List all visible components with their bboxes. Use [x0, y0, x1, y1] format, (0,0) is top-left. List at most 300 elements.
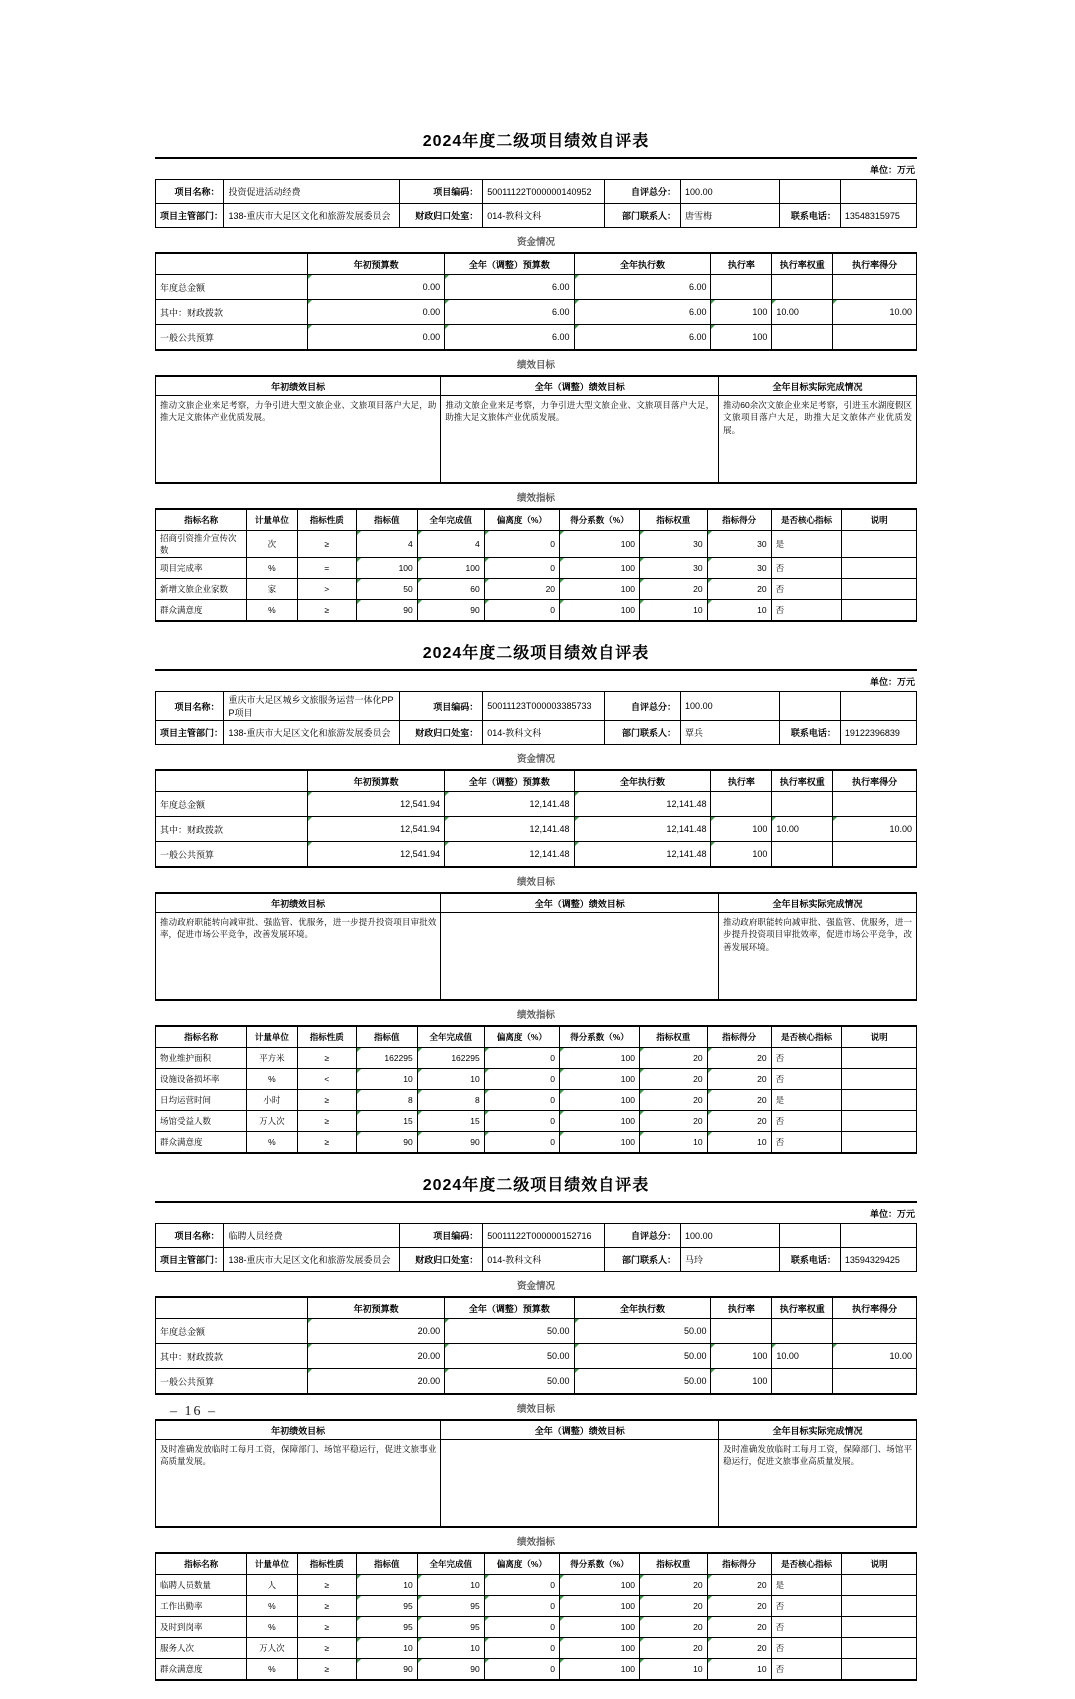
indicator-cell: 0 [484, 1132, 559, 1154]
indicator-cell: 0 [484, 1575, 559, 1596]
info-label: 项目名称： [156, 180, 224, 204]
indicator-header-cell: 指标值 [356, 509, 417, 531]
funding-cell: 6.00 [445, 275, 574, 300]
goal-cell: 推动文旅企业来足考察，力争引进大型文旅企业、文旅项目落户大足，助推大足文旅体产业优质发展。 [156, 396, 441, 484]
indicator-name: 设施设备损坏率 [156, 1069, 247, 1090]
funding-cell: 50.00 [574, 1344, 711, 1369]
info-value: 13594329425 [840, 1248, 916, 1272]
indicator-cell [842, 1090, 917, 1111]
goals-content-row [156, 913, 917, 1001]
funding-cell: 6.00 [445, 300, 574, 325]
goals-content-row [156, 396, 917, 484]
indicators-table [155, 1025, 917, 1154]
funding-header-cell: 执行率 [711, 770, 772, 792]
indicator-cell: 10 [707, 1659, 771, 1681]
section-goals-title: 绩效目标 [516, 877, 555, 888]
indicator-cell: 100 [560, 1111, 640, 1132]
info-value [840, 1224, 916, 1248]
funding-table [155, 252, 917, 351]
funding-header-cell: 执行率得分 [833, 770, 917, 792]
indicator-header-cell: 指标值 [356, 1553, 417, 1575]
indicator-row [156, 600, 917, 622]
goal-cell: 推动60余次文旅企业来足考察，引进玉水湖度假区文旅项目落户大足，助推大足文旅体产业优质发展。 [719, 396, 917, 484]
info-label: 财政归口处室： [399, 204, 483, 228]
funding-header-cell: 执行率权重 [772, 770, 833, 792]
funding-cell [772, 792, 833, 817]
indicator-cell: 是 [771, 1575, 842, 1596]
indicator-cell: ≥ [297, 1090, 356, 1111]
indicator-cell [842, 1659, 917, 1681]
indicator-cell: 100 [560, 531, 640, 558]
info-value: 投资促进活动经费 [224, 180, 399, 204]
goals-header-cell: 年初绩效目标 [156, 893, 441, 913]
info-label: 自评总分： [604, 180, 680, 204]
indicator-name: 群众满意度 [156, 1132, 247, 1154]
report-table-2 [155, 640, 917, 1154]
indicator-cell: > [297, 579, 356, 600]
info-value: 覃兵 [681, 721, 780, 745]
funding-table [155, 769, 917, 868]
section-funding-title: 资金情况 [516, 1281, 555, 1292]
info-value: 138-重庆市大足区文化和旅游发展委员会 [224, 721, 399, 745]
indicator-cell: 10 [707, 1132, 771, 1154]
info-value: 唐雪梅 [681, 204, 780, 228]
funding-cell: 12,141.48 [445, 817, 574, 842]
indicator-cell [842, 558, 917, 579]
indicator-cell: % [247, 1617, 297, 1638]
indicator-name: 日均运营时间 [156, 1090, 247, 1111]
indicator-name: 群众满意度 [156, 1659, 247, 1681]
indicator-cell: 万人次 [247, 1111, 297, 1132]
indicator-cell: 10 [639, 600, 707, 622]
funding-cell: 0.00 [308, 275, 445, 300]
indicator-cell: 4 [356, 531, 417, 558]
indicator-cell: 10 [707, 600, 771, 622]
goals-content-row [156, 1440, 917, 1528]
indicators-table [155, 508, 917, 622]
funding-cell: 12,541.94 [308, 792, 445, 817]
goal-cell: 及时准确发放临时工每月工资，保障部门、场馆平稳运行，促进文旅事业高质量发展。 [719, 1440, 917, 1528]
indicator-cell: 100 [560, 1069, 640, 1090]
info-label: 项目编码： [399, 692, 483, 721]
indicator-cell [842, 579, 917, 600]
indicator-cell: 20 [707, 579, 771, 600]
indicator-cell: 20 [707, 1069, 771, 1090]
indicator-header-cell: 说明 [842, 1553, 917, 1575]
funding-cell [833, 842, 917, 868]
indicator-cell: % [247, 1069, 297, 1090]
indicator-cell: 否 [771, 1596, 842, 1617]
indicator-cell: 100 [560, 579, 640, 600]
funding-row-label: 其中：财政拨款 [156, 300, 308, 325]
funding-row-label: 其中：财政拨款 [156, 817, 308, 842]
indicator-cell: 平方米 [247, 1048, 297, 1069]
indicator-row [156, 1132, 917, 1154]
indicator-cell: 95 [417, 1617, 484, 1638]
indicator-cell: 否 [771, 600, 842, 622]
funding-row-label: 一般公共预算 [156, 1369, 308, 1395]
info-value [779, 692, 840, 721]
section-goals-title: 绩效目标 [516, 1404, 555, 1415]
goals-table [155, 1419, 917, 1528]
indicator-row [156, 1638, 917, 1659]
funding-header-row [156, 770, 917, 792]
funding-cell: 100 [711, 325, 772, 351]
funding-row-label: 年度总金额 [156, 792, 308, 817]
indicator-cell [842, 600, 917, 622]
indicator-cell: 0 [484, 600, 559, 622]
funding-row [156, 300, 917, 325]
document-body [155, 128, 917, 1699]
indicator-cell [842, 1111, 917, 1132]
funding-row-label: 一般公共预算 [156, 325, 308, 351]
funding-header-cell: 执行率权重 [772, 1297, 833, 1319]
funding-cell [711, 792, 772, 817]
info-row [156, 692, 917, 721]
indicator-header-cell: 说明 [842, 509, 917, 531]
indicator-header-cell: 指标性质 [297, 509, 356, 531]
indicator-cell: ≥ [297, 1596, 356, 1617]
funding-cell: 50.00 [574, 1369, 711, 1395]
indicators-table [155, 1552, 917, 1681]
indicator-cell: ≥ [297, 1048, 356, 1069]
indicator-cell: 100 [560, 1638, 640, 1659]
indicator-cell: % [247, 1596, 297, 1617]
goals-header-row [156, 893, 917, 913]
indicator-cell: 20 [639, 1617, 707, 1638]
indicator-cell: 万人次 [247, 1638, 297, 1659]
indicator-cell: 否 [771, 1617, 842, 1638]
indicator-row [156, 1090, 917, 1111]
indicator-cell: < [297, 1069, 356, 1090]
indicator-cell: 100 [560, 1617, 640, 1638]
funding-cell: 12,141.48 [574, 792, 711, 817]
indicator-cell: 95 [417, 1596, 484, 1617]
indicator-header-cell: 指标性质 [297, 1026, 356, 1048]
goal-cell: 及时准确发放临时工每月工资，保障部门、场馆平稳运行，促进文旅事业高质量发展。 [156, 1440, 441, 1528]
indicator-cell [842, 531, 917, 558]
goals-table [155, 375, 917, 484]
goals-header-cell: 全年目标实际完成情况 [719, 376, 917, 396]
funding-cell: 50.00 [445, 1369, 574, 1395]
indicator-cell: 4 [417, 531, 484, 558]
indicator-row [156, 1575, 917, 1596]
indicator-cell: 20 [639, 1111, 707, 1132]
indicator-cell: 否 [771, 1659, 842, 1681]
funding-cell [833, 1319, 917, 1344]
indicator-name: 项目完成率 [156, 558, 247, 579]
goal-cell: 推动文旅企业来足考察，力争引进大型文旅企业、文旅项目落户大足，助推大足文旅体产业优质发展。 [441, 396, 719, 484]
indicator-cell: 15 [417, 1111, 484, 1132]
indicator-cell: 是 [771, 531, 842, 558]
tables-root [155, 128, 917, 1681]
report-title: 2024年度二级项目绩效自评表 [422, 1177, 650, 1194]
funding-header-row [156, 253, 917, 275]
indicator-header-cell: 指标权重 [639, 1553, 707, 1575]
goals-header-cell: 全年目标实际完成情况 [719, 893, 917, 913]
info-label: 自评总分： [604, 1224, 680, 1248]
indicator-header-cell: 指标得分 [707, 509, 771, 531]
section-funding-title: 资金情况 [516, 237, 555, 248]
funding-row-label: 其中：财政拨款 [156, 1344, 308, 1369]
funding-row [156, 275, 917, 300]
funding-cell: 6.00 [574, 275, 711, 300]
indicator-cell: 20 [639, 1048, 707, 1069]
indicator-cell: 0 [484, 1638, 559, 1659]
funding-header-cell: 执行率 [711, 253, 772, 275]
report-title: 2024年度二级项目绩效自评表 [422, 645, 650, 662]
indicator-cell: 100 [417, 558, 484, 579]
indicator-cell [842, 1596, 917, 1617]
indicator-header-cell: 指标性质 [297, 1553, 356, 1575]
indicator-cell: 人 [247, 1575, 297, 1596]
info-value: 100.00 [681, 180, 780, 204]
indicator-cell [842, 1617, 917, 1638]
funding-cell: 12,141.48 [574, 817, 711, 842]
funding-cell: 6.00 [574, 325, 711, 351]
indicator-header-cell: 是否核心指标 [771, 1026, 842, 1048]
indicator-name: 物业维护面积 [156, 1048, 247, 1069]
indicator-header-cell: 指标名称 [156, 509, 247, 531]
indicator-cell: 20 [707, 1090, 771, 1111]
indicator-cell [842, 1575, 917, 1596]
section-indicators-title: 绩效指标 [516, 493, 555, 504]
page-number: – 16 – [170, 1404, 217, 1419]
info-value: 50011123T000003385733 [483, 692, 605, 721]
indicator-cell: = [297, 558, 356, 579]
indicator-cell: 家 [247, 579, 297, 600]
indicator-header-cell: 指标权重 [639, 509, 707, 531]
indicator-cell: ≥ [297, 1638, 356, 1659]
indicator-header-cell: 指标得分 [707, 1026, 771, 1048]
funding-cell: 10.00 [772, 817, 833, 842]
indicator-cell: 90 [417, 600, 484, 622]
indicators-header-row [156, 1553, 917, 1575]
funding-cell: 12,141.48 [445, 792, 574, 817]
funding-cell: 10.00 [833, 1344, 917, 1369]
indicator-header-cell: 指标名称 [156, 1553, 247, 1575]
project-info-table [155, 691, 917, 745]
indicator-cell: 10 [417, 1069, 484, 1090]
unit-label: 单位：万元 [155, 157, 917, 179]
report-title: 2024年度二级项目绩效自评表 [422, 133, 650, 150]
funding-row [156, 325, 917, 351]
indicator-header-cell: 得分系数（%） [560, 1553, 640, 1575]
info-value: 马玲 [681, 1248, 780, 1272]
info-value: 50011122T000000152716 [483, 1224, 605, 1248]
indicator-cell: 100 [560, 1132, 640, 1154]
indicator-row [156, 558, 917, 579]
funding-header-cell: 执行率权重 [772, 253, 833, 275]
info-value: 13548315975 [840, 204, 916, 228]
funding-row [156, 817, 917, 842]
info-row [156, 1248, 917, 1272]
indicator-header-cell: 指标权重 [639, 1026, 707, 1048]
goals-header-cell: 全年（调整）绩效目标 [441, 893, 719, 913]
indicator-header-cell: 得分系数（%） [560, 509, 640, 531]
indicator-header-cell: 计量单位 [247, 1026, 297, 1048]
funding-cell: 50.00 [445, 1319, 574, 1344]
funding-header-cell: 全年执行数 [574, 1297, 711, 1319]
indicator-cell: 否 [771, 579, 842, 600]
indicator-cell: 20 [707, 1111, 771, 1132]
indicator-cell: 20 [639, 1638, 707, 1659]
info-row [156, 180, 917, 204]
project-info-table [155, 1223, 917, 1272]
indicator-header-cell: 计量单位 [247, 509, 297, 531]
indicator-cell: 10 [417, 1575, 484, 1596]
indicator-cell: 20 [639, 579, 707, 600]
info-value: 014-教科文科 [483, 721, 605, 745]
goals-header-row [156, 1420, 917, 1440]
funding-cell [772, 1369, 833, 1395]
funding-row [156, 842, 917, 868]
indicator-cell: ≥ [297, 1111, 356, 1132]
funding-cell [833, 1369, 917, 1395]
info-value: 014-教科文科 [483, 1248, 605, 1272]
funding-cell: 50.00 [445, 1344, 574, 1369]
info-value: 100.00 [681, 1224, 780, 1248]
indicator-cell: 10 [417, 1638, 484, 1659]
indicator-cell: ≥ [297, 1617, 356, 1638]
funding-cell [772, 1319, 833, 1344]
section-indicators-title: 绩效指标 [516, 1010, 555, 1021]
indicator-cell: 100 [560, 1596, 640, 1617]
indicator-cell: % [247, 1659, 297, 1681]
funding-row-label: 年度总金额 [156, 275, 308, 300]
indicator-cell [842, 1069, 917, 1090]
indicator-cell: 95 [356, 1617, 417, 1638]
funding-cell: 20.00 [308, 1319, 445, 1344]
funding-cell: 100 [711, 842, 772, 868]
indicator-cell [842, 1132, 917, 1154]
funding-row [156, 1319, 917, 1344]
section-goals-title: 绩效目标 [516, 360, 555, 371]
indicator-cell: 90 [417, 1132, 484, 1154]
funding-header-cell: 执行率得分 [833, 1297, 917, 1319]
indicator-cell: 15 [356, 1111, 417, 1132]
indicator-cell: 否 [771, 558, 842, 579]
funding-row-label: 年度总金额 [156, 1319, 308, 1344]
report-table-3 [155, 1172, 917, 1681]
indicator-header-cell: 全年完成值 [417, 1553, 484, 1575]
info-label: 项目主管部门： [156, 721, 224, 745]
indicator-cell: 否 [771, 1048, 842, 1069]
indicator-cell: 10 [639, 1132, 707, 1154]
funding-cell: 6.00 [574, 300, 711, 325]
indicator-name: 及时到岗率 [156, 1617, 247, 1638]
indicator-cell: 0 [484, 1048, 559, 1069]
indicators-header-row [156, 509, 917, 531]
indicator-cell: ≥ [297, 1132, 356, 1154]
funding-cell: 50.00 [574, 1319, 711, 1344]
funding-cell: 12,141.48 [574, 842, 711, 868]
indicator-cell: 100 [560, 600, 640, 622]
indicator-cell [842, 1048, 917, 1069]
indicator-cell: 0 [484, 531, 559, 558]
funding-cell [833, 275, 917, 300]
indicator-cell: 20 [707, 1048, 771, 1069]
funding-cell [711, 275, 772, 300]
info-value: 19122396839 [840, 721, 916, 745]
indicator-cell: 否 [771, 1132, 842, 1154]
funding-cell: 100 [711, 1369, 772, 1395]
funding-row [156, 1344, 917, 1369]
info-value [779, 1224, 840, 1248]
indicator-cell: 10 [639, 1659, 707, 1681]
info-label: 项目编码： [399, 180, 483, 204]
indicator-cell: 20 [707, 1638, 771, 1659]
indicator-header-cell: 全年完成值 [417, 509, 484, 531]
indicator-cell: 否 [771, 1638, 842, 1659]
goal-cell: 推动政府职能转向减审批、强监管、优服务，进一步提升投资项目审批效率，促进市场公平竞争，改善发展环境。 [156, 913, 441, 1001]
info-value: 重庆市大足区城乡文旅服务运营一体化PPP项目 [224, 692, 399, 721]
info-value: 138-重庆市大足区文化和旅游发展委员会 [224, 1248, 399, 1272]
info-label: 项目编码： [399, 1224, 483, 1248]
funding-header-cell: 全年执行数 [574, 253, 711, 275]
info-row [156, 204, 917, 228]
indicator-cell: 次 [247, 531, 297, 558]
goal-cell: 推动政府职能转向减审批、强监管、优服务，进一步提升投资项目审批效率，促进市场公平竞争，改善发展环境。 [719, 913, 917, 1001]
funding-header-cell: 全年（调整）预算数 [445, 253, 574, 275]
indicator-header-cell: 计量单位 [247, 1553, 297, 1575]
indicator-cell: 30 [707, 531, 771, 558]
indicator-cell: ≥ [297, 1659, 356, 1681]
indicator-name: 招商引资推介宣传次数 [156, 531, 247, 558]
indicator-row [156, 1659, 917, 1681]
indicator-cell: 50 [356, 579, 417, 600]
indicator-header-cell: 是否核心指标 [771, 509, 842, 531]
indicator-header-cell: 偏离度（%） [484, 1026, 559, 1048]
funding-cell: 10.00 [772, 1344, 833, 1369]
info-label: 自评总分： [604, 692, 680, 721]
info-label: 部门联系人： [604, 1248, 680, 1272]
info-label: 项目主管部门： [156, 204, 224, 228]
info-label: 部门联系人： [604, 204, 680, 228]
info-value: 014-教科文科 [483, 204, 605, 228]
indicator-cell: 90 [356, 600, 417, 622]
funding-header-cell [156, 253, 308, 275]
indicator-cell: 20 [484, 579, 559, 600]
indicator-name: 工作出勤率 [156, 1596, 247, 1617]
indicator-cell: 0 [484, 558, 559, 579]
indicator-cell: 30 [639, 531, 707, 558]
info-value: 50011122T000000140952 [483, 180, 605, 204]
indicator-header-cell: 指标得分 [707, 1553, 771, 1575]
section-funding-title: 资金情况 [516, 754, 555, 765]
funding-cell: 100 [711, 1344, 772, 1369]
indicator-header-cell: 是否核心指标 [771, 1553, 842, 1575]
indicator-cell: 0 [484, 1617, 559, 1638]
info-row [156, 1224, 917, 1248]
indicator-header-cell: 偏离度（%） [484, 509, 559, 531]
funding-cell [772, 325, 833, 351]
funding-cell: 10.00 [833, 300, 917, 325]
funding-cell: 12,141.48 [445, 842, 574, 868]
funding-header-cell: 年初预算数 [308, 253, 445, 275]
indicator-cell: 0 [484, 1090, 559, 1111]
funding-header-cell [156, 1297, 308, 1319]
funding-header-cell: 执行率得分 [833, 253, 917, 275]
funding-header-cell: 年初预算数 [308, 770, 445, 792]
goal-cell [441, 913, 719, 1001]
indicator-row [156, 579, 917, 600]
report-table-1 [155, 128, 917, 622]
indicator-header-cell: 说明 [842, 1026, 917, 1048]
unit-label: 单位：万元 [155, 1201, 917, 1223]
indicator-cell: ≥ [297, 1575, 356, 1596]
indicator-name: 场馆受益人数 [156, 1111, 247, 1132]
